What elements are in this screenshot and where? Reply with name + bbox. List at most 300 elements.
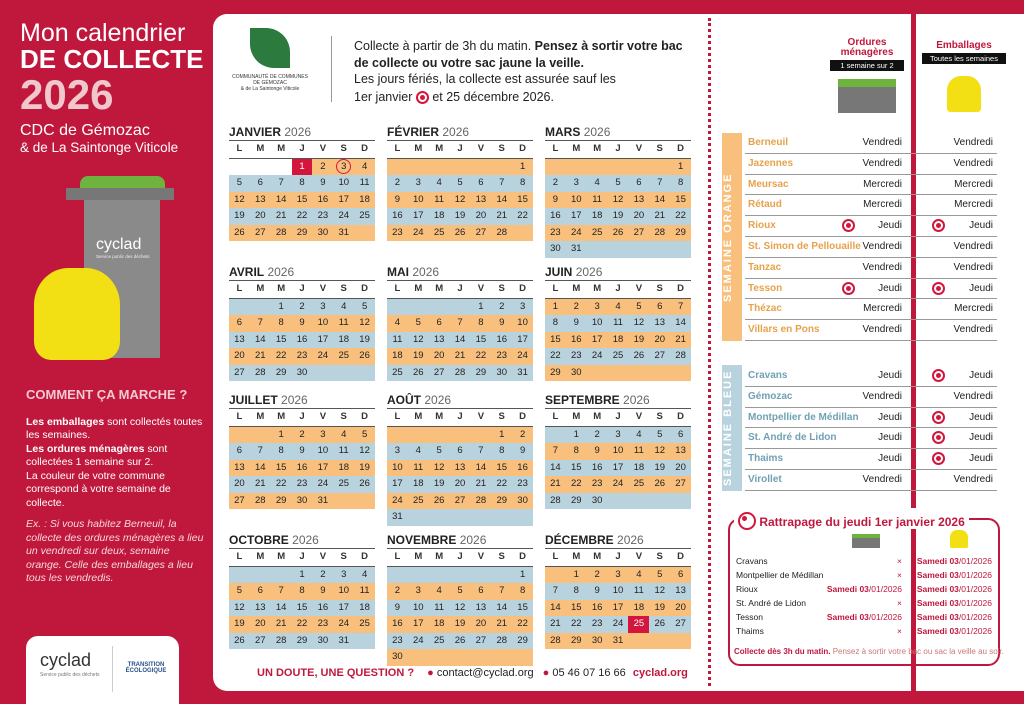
week-row (387, 332, 533, 349)
om-catchup: Samedi 03/01/2026 (826, 584, 902, 594)
day-cell (429, 567, 450, 584)
day-cell (545, 159, 566, 176)
day-cell: 10 (517, 317, 528, 328)
day-cell: 23 (591, 618, 603, 629)
day-cell: 13 (475, 193, 487, 205)
om-title: Ordures ménagères (840, 37, 894, 58)
day-cell: 23 (392, 226, 403, 238)
om-day: Jeudi (878, 411, 902, 423)
day-cell (429, 509, 450, 526)
day-cell (250, 159, 271, 176)
week-row (229, 493, 375, 510)
em-day: Vendredi (953, 157, 993, 169)
day-cell: 16 (392, 210, 403, 221)
day-cell (429, 649, 450, 666)
day-cell (354, 493, 375, 510)
day-cell: 17 (571, 210, 582, 221)
weekday: M (593, 551, 602, 562)
day-cell: 18 (359, 193, 370, 205)
week-row (545, 427, 691, 444)
day-cell: 29 (571, 494, 582, 506)
how-it-works (26, 388, 206, 586)
weekday: V (319, 283, 327, 294)
commune-row (745, 408, 997, 429)
day-cell: 30 (591, 494, 603, 506)
day-cell: 31 (517, 366, 528, 378)
day-cell: 4 (615, 300, 621, 312)
day-cell: 2 (394, 177, 401, 188)
day-cell: 3 (394, 445, 401, 456)
day-cell: 23 (496, 350, 508, 361)
day-cell: 1 (278, 300, 284, 312)
day-cell: 9 (519, 445, 526, 456)
month-title: DÉCEMBRE 2026 (545, 533, 691, 549)
weekday: S (340, 551, 347, 562)
day-cell (608, 159, 629, 176)
om-day: Jeudi (878, 370, 902, 381)
day-cell: 23 (517, 478, 528, 489)
day-cell (387, 427, 408, 444)
day-cell: 29 (296, 226, 308, 238)
em-day: Jeudi (969, 453, 993, 465)
day-cell (470, 159, 491, 176)
bin-icon (838, 79, 896, 113)
info2: Les jours fériés, la collecte est assurée sauf les (354, 72, 616, 86)
day-cell: 27 (633, 226, 645, 238)
day-cell: 3 (615, 568, 621, 580)
day-cell: 26 (654, 478, 666, 489)
day-cell (670, 633, 691, 650)
weekday: M (572, 143, 581, 154)
day-cell: 26 (454, 226, 466, 238)
day-cell: 14 (454, 333, 466, 345)
weekday: J (615, 283, 621, 294)
day-cell: 31 (317, 494, 329, 506)
om-day: Jeudi (878, 453, 902, 465)
weekday: J (299, 283, 305, 294)
day-cell: 28 (675, 350, 686, 361)
phone-icon: ● (542, 667, 550, 679)
weekday: M (277, 283, 286, 294)
day-cell (608, 493, 629, 510)
day-cell (229, 159, 250, 176)
day-cell: 30 (317, 634, 329, 646)
week-row (229, 159, 375, 176)
day-cell: 12 (654, 585, 666, 596)
day-cell: 3 (594, 300, 600, 312)
day-cell: 11 (359, 585, 370, 596)
day-cell: 13 (234, 461, 245, 473)
day-cell: 17 (338, 193, 350, 205)
weekday: S (340, 411, 347, 422)
month-10 (229, 533, 375, 649)
day-cell: 28 (275, 226, 287, 238)
month-title: MAI 2026 (387, 265, 533, 281)
leaf-icon (250, 28, 290, 68)
day-cell (312, 365, 333, 382)
om-day: Vendredi (862, 324, 902, 336)
week-row (545, 299, 691, 316)
day-cell: 8 (299, 585, 305, 596)
day-cell: 31 (338, 634, 350, 646)
day-cell: 5 (361, 300, 368, 312)
day-cell: 15 (475, 333, 487, 345)
day-cell: 17 (413, 210, 424, 221)
day-cell (512, 649, 533, 666)
week-row (387, 567, 533, 584)
day-cell: 20 (433, 350, 445, 361)
day-cell: 7 (499, 177, 505, 188)
rattrapage-row (736, 582, 994, 596)
commune-row (745, 449, 997, 470)
week-row (229, 616, 375, 633)
day-cell: 11 (338, 317, 349, 328)
weekday: L (394, 551, 401, 562)
weekday: S (498, 143, 505, 154)
day-cell: 20 (234, 350, 245, 361)
day-cell: 21 (675, 333, 686, 345)
weekday: M (256, 143, 265, 154)
day-cell: 21 (550, 618, 561, 629)
day-cell (545, 567, 566, 584)
day-cell: 22 (296, 210, 308, 221)
day-cell: 11 (633, 445, 644, 456)
day-cell (408, 427, 429, 444)
day-cell: 16 (517, 461, 528, 473)
how-example: Ex. : Si vous habitez Berneuil, la collecte des ordures ménagères a lieu un vendredi sur deux, semaine orange. Celle des emballages a lieu tous les vendredis. (26, 518, 204, 584)
day-cell: 18 (633, 461, 645, 473)
rattrapage-title (734, 508, 969, 529)
weekday: J (299, 551, 305, 562)
email-link[interactable]: contact@cyclad.org (436, 667, 534, 679)
day-cell: 16 (591, 601, 603, 613)
commune-name: Montpellier de Médillan (748, 411, 859, 423)
day-cell: 16 (296, 461, 308, 473)
weekday: M (435, 143, 444, 154)
day-cell: 11 (338, 445, 349, 456)
om-tag: 1 semaine sur 2 (830, 60, 904, 71)
day-cell: 2 (299, 300, 305, 312)
day-cell (387, 299, 408, 316)
day-cell: 27 (454, 494, 466, 506)
cdc-logo (226, 28, 314, 92)
em-day: Vendredi (953, 241, 993, 252)
day-cell: 23 (317, 210, 329, 221)
week-row (545, 225, 691, 242)
day-cell (408, 159, 429, 176)
weekday: J (615, 143, 621, 154)
day-cell: 30 (591, 634, 603, 646)
weekday: D (677, 283, 685, 294)
day-cell: 15 (571, 461, 582, 473)
weekday: S (656, 143, 663, 154)
week-row (229, 348, 375, 365)
week-row (229, 192, 375, 209)
weekday: M (593, 283, 602, 294)
day-cell: 18 (359, 601, 370, 613)
commune-row (745, 470, 997, 491)
day-cell: 26 (433, 494, 445, 506)
om-day: Mercredi (863, 303, 902, 315)
day-cell: 14 (654, 193, 666, 205)
week-row (545, 192, 691, 209)
day-cell: 2 (519, 428, 526, 440)
day-cell: 11 (359, 177, 370, 188)
day-cell: 21 (475, 478, 487, 489)
commune-row (745, 387, 997, 408)
week-row (387, 225, 533, 242)
day-cell (649, 633, 670, 650)
commune-row (745, 428, 997, 449)
day-cell: 25 (359, 618, 370, 629)
weekday: D (519, 143, 527, 154)
logo-line2: DE GÉMOZAC (253, 80, 287, 86)
day-cell: 18 (413, 478, 424, 489)
weekday: V (635, 283, 643, 294)
how-text1: sont collectés toutes les semaines. (26, 415, 203, 441)
website-link[interactable]: cyclad.org (632, 667, 688, 679)
commune-name: Tesson (736, 612, 763, 622)
day-cell: 29 (571, 634, 582, 646)
week-row (229, 583, 375, 600)
weekday: V (477, 283, 485, 294)
om-catchup: × (897, 626, 902, 636)
day-cell: 7 (278, 585, 284, 596)
day-cell: 2 (394, 585, 401, 596)
weekday: D (361, 551, 369, 562)
day-cell (670, 493, 691, 510)
day-cell (387, 567, 408, 584)
weekday: M (414, 551, 423, 562)
day-cell (545, 427, 566, 444)
day-cell (649, 493, 670, 510)
day-cell (333, 493, 354, 510)
weekday-header (387, 549, 533, 567)
week-row (229, 600, 375, 617)
day-cell: 4 (341, 300, 347, 312)
week-row (387, 208, 533, 225)
week-row (387, 299, 533, 316)
day-cell: 7 (278, 177, 284, 188)
day-cell: 9 (394, 601, 401, 613)
day-cell: 18 (591, 210, 603, 221)
day-cell: 6 (257, 177, 263, 188)
day-cell: 20 (675, 601, 686, 613)
week-row (387, 348, 533, 365)
day-cell: 13 (675, 585, 686, 596)
weekday: D (519, 283, 527, 294)
weekday: L (552, 411, 559, 422)
day-cell: 4 (594, 177, 600, 188)
day-cell: 8 (478, 317, 484, 328)
info1: Collecte à partir de 3h du matin. (354, 39, 535, 53)
rattrapage-icon (932, 411, 945, 424)
day-cell: 25 (433, 634, 445, 646)
day-cell: 18 (633, 601, 645, 613)
logo-line3: & de La Saintonge Viticole (240, 86, 300, 92)
day-cell: 20 (255, 210, 266, 221)
day-cell: 7 (552, 585, 559, 596)
day-cell: 1 (573, 428, 579, 440)
day-cell: 23 (392, 634, 403, 646)
day-cell: 28 (654, 226, 666, 238)
weekday-header (545, 141, 691, 159)
weekday: J (299, 143, 305, 154)
week-row (545, 600, 691, 617)
day-cell (491, 509, 512, 526)
how-bold1: Les emballages (26, 415, 105, 428)
day-cell: 16 (591, 461, 603, 473)
day-cell (408, 299, 429, 316)
day-cell: 10 (338, 585, 350, 596)
day-cell (512, 225, 533, 242)
partner-logos (26, 636, 179, 704)
day-cell: 1 (519, 568, 526, 580)
day-cell: 29 (496, 494, 508, 506)
om-day: Vendredi (862, 474, 902, 485)
week-row (545, 443, 691, 460)
day-cell: 10 (338, 177, 350, 188)
weekday-header (387, 281, 533, 299)
day-cell: 11 (434, 193, 445, 205)
day-cell: 20 (475, 210, 487, 221)
day-cell: 13 (255, 193, 266, 205)
day-cell: 4 (436, 585, 442, 596)
day-cell: 6 (636, 177, 642, 188)
day-cell: 12 (654, 445, 666, 456)
small-bag-icon (950, 530, 968, 548)
om-day: Vendredi (862, 241, 902, 252)
weekday: D (677, 551, 685, 562)
day-cell: 15 (296, 601, 308, 613)
commune-row (745, 216, 997, 237)
weekday: M (277, 143, 286, 154)
day-cell: 3 (341, 568, 347, 580)
day-cell: 3 (320, 300, 326, 312)
phone-link[interactable]: 05 46 07 16 66 (552, 667, 626, 679)
day-cell (354, 225, 375, 242)
weekday: S (656, 411, 663, 422)
day-cell: 19 (359, 333, 370, 345)
day-cell: 22 (571, 478, 582, 489)
rattrapage-icon (738, 512, 756, 530)
day-cell: 10 (317, 445, 329, 456)
day-cell: 12 (454, 193, 466, 205)
rattrapage-icon (932, 431, 945, 444)
week-row (545, 567, 691, 584)
weekday: S (498, 283, 505, 294)
rattrapage-icon (416, 91, 429, 104)
day-cell (649, 159, 670, 176)
commune-row (745, 195, 997, 216)
weekday: M (593, 411, 602, 422)
weekday-header (229, 549, 375, 567)
commune-name: Rioux (736, 584, 758, 594)
day-cell: 14 (550, 601, 561, 613)
day-cell: 7 (499, 585, 505, 596)
day-cell (354, 365, 375, 382)
day-cell: 12 (234, 601, 245, 613)
day-cell: 12 (433, 461, 445, 473)
day-cell: 25 (359, 210, 370, 221)
holiday-day: 25 (628, 616, 649, 633)
note-bold: Collecte dès 3h du matin. (734, 647, 831, 656)
week-row (229, 476, 375, 493)
week-row (387, 315, 533, 332)
weekday: V (319, 143, 327, 154)
day-cell: 31 (571, 243, 582, 254)
day-cell: 13 (234, 333, 245, 345)
day-cell: 3 (415, 585, 421, 596)
day-cell: 7 (552, 445, 559, 456)
day-cell: 18 (338, 333, 350, 345)
how-title: COMMENT ÇA MARCHE ? (26, 387, 188, 402)
day-cell: 5 (236, 585, 243, 596)
day-cell: 24 (612, 618, 624, 629)
weekday: J (615, 411, 621, 422)
rattrapage-row (736, 610, 994, 624)
week-row (545, 159, 691, 176)
day-cell: 28 (255, 366, 266, 378)
day-cell: 11 (413, 461, 424, 473)
day-cell: 14 (255, 461, 266, 473)
day-cell: 12 (234, 193, 245, 205)
day-cell (491, 649, 512, 666)
day-cell: 18 (392, 350, 403, 361)
day-cell (587, 365, 608, 382)
day-cell: 3 (320, 428, 326, 440)
day-cell: 26 (359, 478, 370, 489)
em-day: Vendredi (953, 324, 993, 336)
day-cell (491, 159, 512, 176)
day-cell: 20 (454, 478, 466, 489)
day-cell: 5 (657, 568, 663, 580)
day-cell: 7 (657, 177, 663, 188)
day-cell: 2 (499, 300, 505, 312)
day-cell: 2 (573, 300, 579, 312)
day-cell: 4 (636, 568, 642, 580)
om-catchup: × (897, 556, 902, 566)
day-cell: 21 (275, 618, 287, 629)
day-cell: 22 (475, 350, 487, 361)
em-catchup: Samedi 03/01/2026 (916, 626, 992, 636)
week-row (545, 241, 691, 258)
week-row (387, 649, 533, 666)
om-day: Vendredi (862, 390, 902, 402)
weekday: M (435, 411, 444, 422)
day-cell: 26 (413, 366, 424, 378)
day-cell: 29 (550, 366, 561, 378)
commune-name: Tanzac (748, 261, 782, 273)
weekday: L (394, 283, 401, 294)
day-cell: 28 (550, 634, 561, 646)
day-cell: 7 (257, 445, 263, 456)
day-cell: 11 (633, 585, 644, 596)
day-cell: 16 (317, 601, 329, 613)
commune-row (745, 279, 997, 300)
day-cell: 8 (278, 317, 284, 328)
day-cell: 25 (591, 226, 603, 238)
day-cell: 10 (612, 445, 624, 456)
day-cell: 25 (392, 366, 403, 378)
day-cell: 5 (615, 177, 621, 188)
commune-name: Virollet (748, 474, 782, 485)
commune-row (745, 133, 997, 154)
day-cell (429, 299, 450, 316)
weekday: V (635, 411, 643, 422)
day-cell: 4 (415, 445, 421, 456)
day-cell: 8 (499, 445, 505, 456)
